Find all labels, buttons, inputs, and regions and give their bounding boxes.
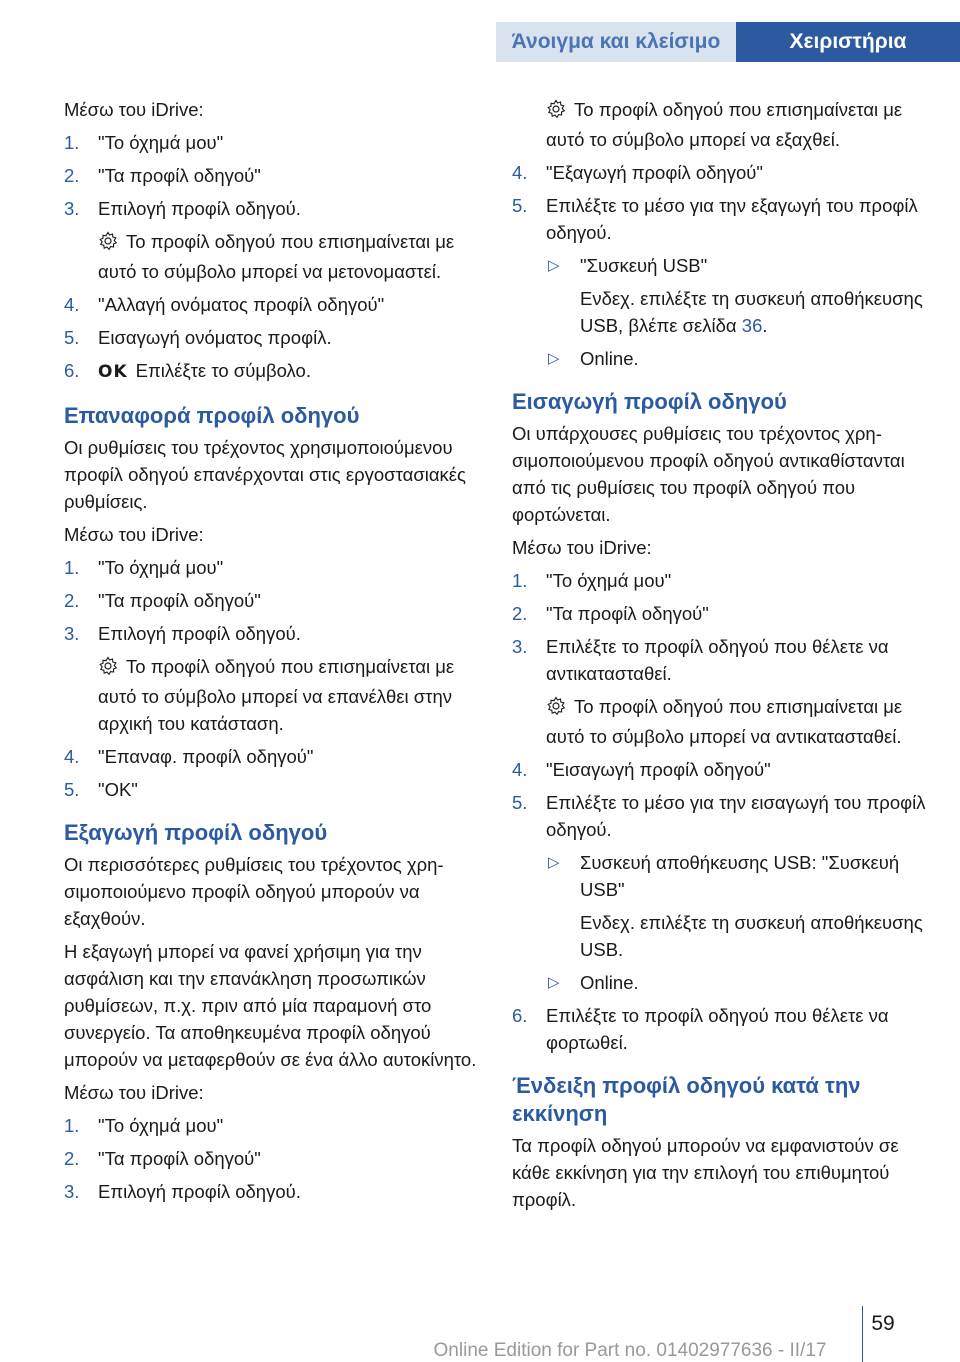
triangle-right-icon: ▷	[548, 350, 560, 367]
list-item	[64, 162, 480, 189]
list-item	[512, 1002, 928, 1056]
triangle-right-icon: ▷	[548, 257, 560, 274]
footer-edition: Online Edition for Part no. 01402977636 - II/17	[433, 1340, 827, 1361]
step-text: Επιλέξτε το σύμβολο.	[135, 360, 311, 381]
step-number: 3.	[64, 623, 80, 644]
step-number: 4.	[64, 746, 80, 767]
step-number: 5.	[512, 195, 528, 216]
step-number: 5.	[64, 779, 80, 800]
note-text: Το προφίλ οδηγού που επισημαίνεται με αυτό το σύμβολο μπορεί να εξαχθεί.	[546, 99, 903, 150]
heading-export-profile: Εξαγωγή προφίλ οδηγού	[64, 820, 328, 845]
step-number: 3.	[64, 198, 80, 219]
list-item	[64, 291, 480, 318]
step-text: Επιλέξτε το μέσο για την εξαγωγή του προφίλ οδηγού.	[546, 195, 918, 243]
sub-option-desc	[512, 285, 928, 339]
step-text: "Εξαγωγή προφίλ οδηγού"	[546, 162, 763, 183]
page-number: 59	[871, 1312, 895, 1335]
step-text: "Τα προφίλ οδηγού"	[546, 603, 709, 624]
sub-option-desc: Ενδεχ. επιλέξτε τη συσκευή αποθήκευσης USB.	[580, 912, 923, 960]
step-number: 5.	[512, 792, 528, 813]
list-item	[512, 192, 928, 246]
desc-text: Ενδεχ. επιλέξτε τη συσκευή αποθήκευσης USB, βλέπε σελίδα	[580, 288, 923, 336]
heading-import-profile: Εισαγωγή προφίλ οδηγού	[512, 389, 787, 414]
list-item	[64, 1178, 480, 1205]
sub-option-text: Συσκευή αποθήκευσης USB: "Συσκευή USB"	[580, 852, 900, 900]
list-item	[512, 633, 928, 687]
intro-text: Μέσω του iDrive:	[64, 524, 204, 545]
left-column	[64, 96, 480, 1211]
list-item	[64, 743, 480, 770]
step-text: Επιλέξτε το προφίλ οδηγού που θέλετε να αντικατασταθεί.	[546, 636, 889, 684]
step-text: "Εισαγωγή προφίλ οδηγού"	[546, 759, 771, 780]
note-text: Το προφίλ οδηγού που επισημαίνεται με αυτό το σύμβολο μπορεί να μετονομαστεί.	[98, 231, 455, 282]
step-number: 1.	[64, 1115, 80, 1136]
step-text: "Το όχημά μου"	[98, 557, 224, 578]
triangle-right-icon: ▷	[548, 974, 560, 991]
sub-option-text: Online.	[580, 348, 639, 369]
list-item	[64, 195, 480, 222]
symbol-note	[64, 228, 480, 285]
gear-icon	[546, 99, 568, 126]
sub-option-text: "Συσκευή USB"	[580, 255, 708, 276]
gear-icon	[98, 656, 120, 683]
step-text: Επιλογή προφίλ οδηγού.	[98, 623, 301, 644]
step-number: 2.	[64, 165, 80, 186]
step-number: 4.	[512, 759, 528, 780]
right-column	[512, 96, 928, 1219]
sub-option-text: Online.	[580, 972, 639, 993]
step-number: 1.	[64, 132, 80, 153]
step-text: "Αλλαγή ονόματος προφίλ οδηγού"	[98, 294, 385, 315]
list-item	[64, 587, 480, 614]
step-number: 2.	[64, 1148, 80, 1169]
list-item	[64, 357, 480, 386]
paragraph: Οι ρυθμίσεις του τρέχοντος χρησιμοποιούμενου προφίλ οδηγού επανέρχονται στις εργοστασιακές ρυθμίσεις.	[64, 437, 466, 512]
step-text: Επιλέξτε το μέσο για την εισαγωγή του προφίλ οδηγού.	[546, 792, 926, 840]
step-text: "Το όχημά μου"	[546, 570, 672, 591]
step-text: Επιλογή προφίλ οδηγού.	[98, 198, 301, 219]
step-number: 1.	[512, 570, 528, 591]
step-text: "Το όχημά μου"	[98, 1115, 224, 1136]
list-item	[64, 776, 480, 803]
gear-icon	[546, 696, 568, 723]
triangle-right-icon: ▷	[548, 854, 560, 871]
paragraph: Οι περισσότερες ρυθμίσεις του τρέχοντος χρησιμοποιούμενο προφίλ οδηγού μπορούν να εξαχθούν.	[64, 854, 444, 929]
intro-text: Μέσω του iDrive:	[512, 537, 652, 558]
page-link[interactable]: 36	[741, 315, 763, 336]
list-item	[64, 1112, 480, 1139]
list-item	[512, 789, 928, 843]
step-number: 5.	[64, 327, 80, 348]
step-number: 1.	[64, 557, 80, 578]
step-text: "Το όχημά μου"	[98, 132, 224, 153]
heading-reset-profile: Επαναφορά προφίλ οδηγού	[64, 403, 360, 428]
list-item	[64, 129, 480, 156]
list-item	[64, 324, 480, 351]
heading-profile-display: Ένδειξη προφίλ οδηγού κατά την εκκίνηση	[512, 1073, 861, 1126]
step-number: 2.	[64, 590, 80, 611]
step-text: "Τα προφίλ οδηγού"	[98, 165, 261, 186]
paragraph: Η εξαγωγή μπορεί να φανεί χρήσιμη για την ασφάλιση και την επανάκληση προσωπικών ρυθμίσεων, π.χ. πριν από μία παραμονή στο συνεργείο. Τα αποθηκευμένα προφίλ οδηγού μπορούν να μεταφερθούν σε ένα άλλο αυτοκίνητο.	[64, 941, 477, 1070]
ok-icon: OK	[98, 362, 128, 382]
step-text: "Επαναφ. προφίλ οδηγού"	[98, 746, 314, 767]
note-text: Το προφίλ οδηγού που επισημαίνεται με αυτό το σύμβολο μπορεί να επανέλθει στην αρχική του κατάσταση.	[98, 656, 455, 734]
sub-option-online	[512, 345, 928, 372]
step-text: Επιλογή προφίλ οδηγού.	[98, 1181, 301, 1202]
list-item	[64, 620, 480, 647]
paragraph: Τα προφίλ οδηγού μπορούν να εμφανιστούν σε κάθε εκκίνηση για την επιλογή του επιθυμητού προφίλ.	[512, 1135, 899, 1210]
step-number: 6.	[64, 360, 80, 381]
tab-chapter-controls[interactable]: Χειριστήρια	[736, 22, 960, 62]
paragraph: Οι υπάρχουσες ρυθμίσεις του τρέχοντος χρησιμοποιούμενου προφίλ οδηγού αντικαθίστανται από τις ρυθμίσεις του προφίλ οδηγού που φορτώνεται.	[512, 423, 905, 525]
list-item	[512, 159, 928, 186]
tab-section-opening-closing[interactable]: Άνοιγμα και κλείσιμο	[496, 22, 736, 62]
step-number: 6.	[512, 1005, 528, 1026]
intro-text: Μέσω του iDrive:	[64, 99, 204, 120]
list-item	[512, 600, 928, 627]
step-number: 3.	[64, 1181, 80, 1202]
list-item	[512, 567, 928, 594]
symbol-note	[64, 653, 480, 737]
sub-option-usb	[512, 849, 928, 903]
step-text: "Τα προφίλ οδηγού"	[98, 1148, 261, 1169]
step-text: "Τα προφίλ οδηγού"	[98, 590, 261, 611]
note-text: Το προφίλ οδηγού που επισημαίνεται με αυτό το σύμβολο μπορεί να αντικατασταθεί.	[546, 696, 903, 747]
step-number: 4.	[64, 294, 80, 315]
intro-text: Μέσω του iDrive:	[64, 1082, 204, 1103]
list-item	[64, 1145, 480, 1172]
header-bar	[0, 0, 960, 62]
list-item	[64, 554, 480, 581]
gear-icon	[98, 231, 120, 258]
step-number: 3.	[512, 636, 528, 657]
step-text: Επιλέξτε το προφίλ οδηγού που θέλετε να φορτωθεί.	[546, 1005, 889, 1053]
step-number: 4.	[512, 162, 528, 183]
step-text: Εισαγωγή ονόματος προφίλ.	[98, 327, 332, 348]
symbol-note	[512, 96, 928, 153]
sub-option-online	[512, 969, 928, 996]
symbol-note	[512, 693, 928, 750]
list-item	[512, 756, 928, 783]
step-text: "OK"	[98, 779, 138, 800]
step-number: 2.	[512, 603, 528, 624]
desc-text-end: .	[762, 315, 768, 336]
sub-option-usb	[512, 252, 928, 279]
